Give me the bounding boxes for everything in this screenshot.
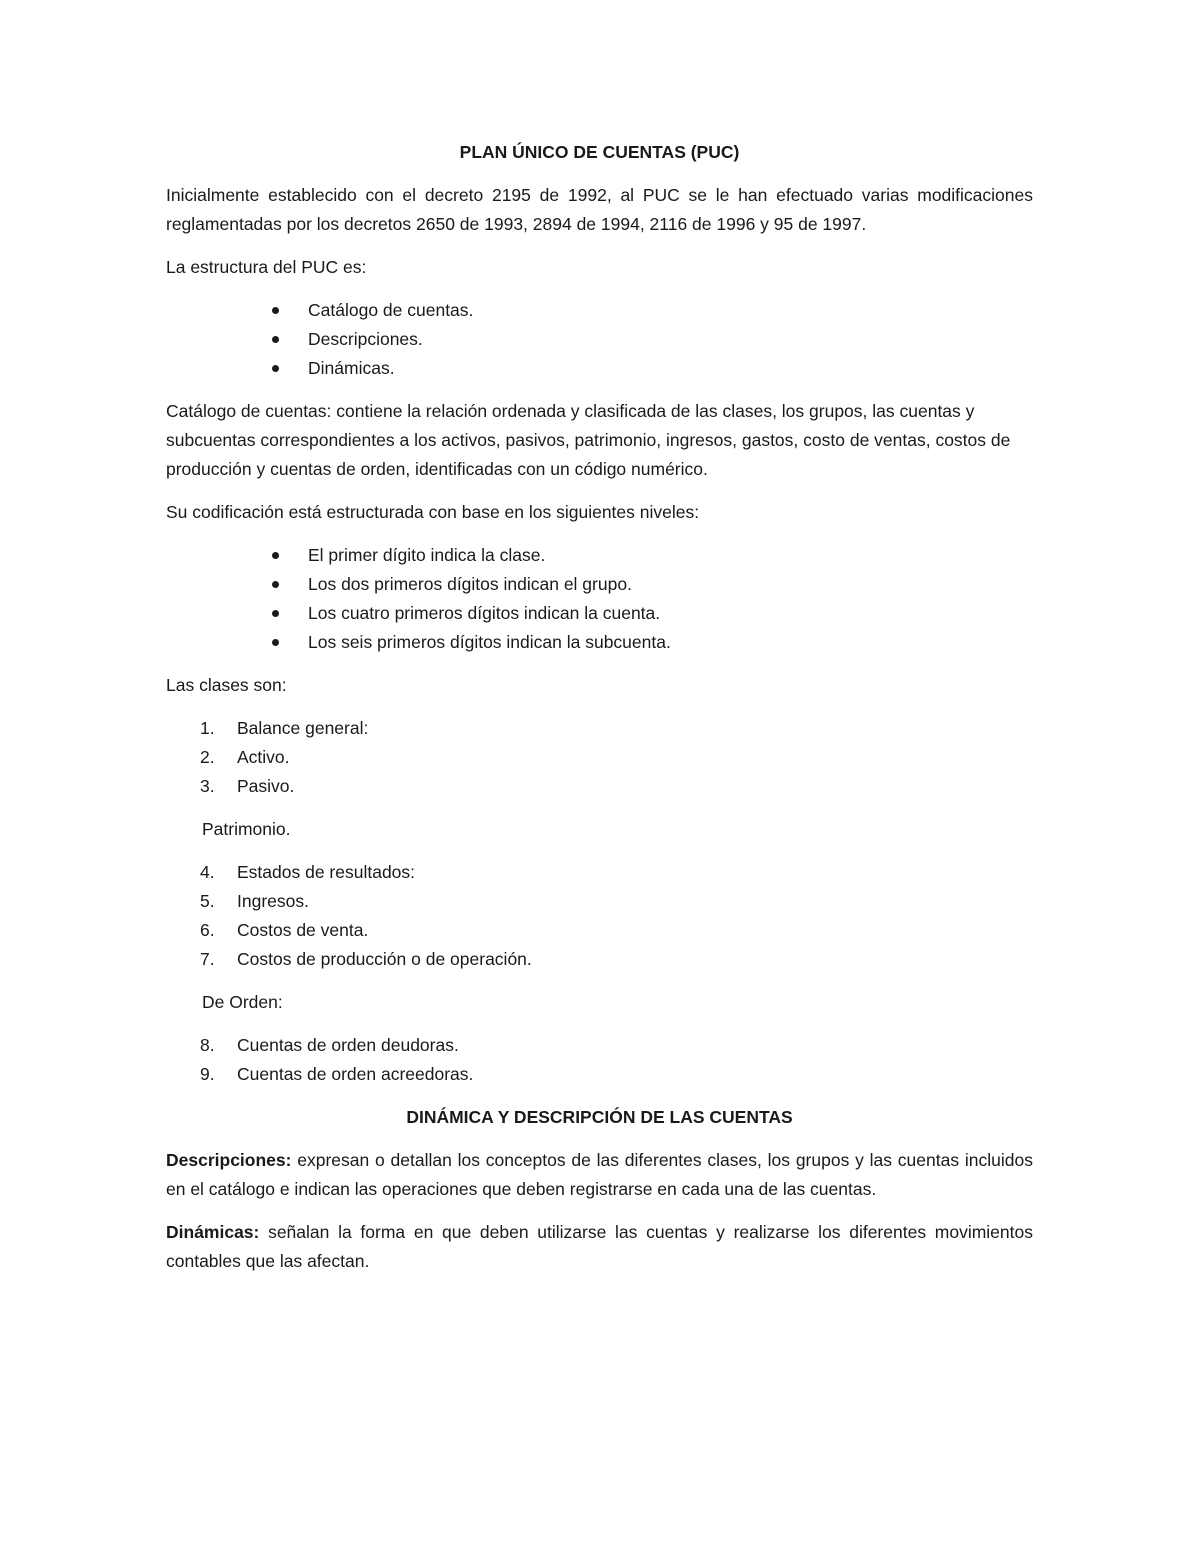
bullet-icon bbox=[272, 639, 279, 646]
list-item-text: Cuentas de orden deudoras. bbox=[237, 1035, 459, 1055]
catalog-paragraph: Catálogo de cuentas: contiene la relación ordenada y clasificada de las clases, los grupos, las cuentas y subcuentas correspondientes a los activos, pasivos, patrimonio, ingresos, gastos, costo de ventas, costos de producción y cuentas de orden, identificadas con un código numérico. bbox=[166, 401, 1011, 479]
list-item-text: Estados de resultados: bbox=[237, 862, 416, 882]
list-item bbox=[166, 296, 1033, 325]
classes-list-1 bbox=[166, 714, 1033, 801]
list-number: 1. bbox=[200, 718, 215, 738]
list-item bbox=[166, 599, 1033, 628]
list-item-text: Cuentas de orden acreedoras. bbox=[237, 1064, 474, 1084]
document-title: PLAN ÚNICO DE CUENTAS (PUC) bbox=[459, 142, 740, 162]
list-item-text: Balance general: bbox=[237, 718, 369, 738]
list-item-text: Los dos primeros dígitos indican el grupo. bbox=[308, 574, 632, 594]
classes-label: Las clases son: bbox=[166, 675, 287, 695]
list-number: 5. bbox=[200, 891, 215, 911]
list-item-text: Los cuatro primeros dígitos indican la cuenta. bbox=[308, 603, 661, 623]
term-definition: señalan la forma en que deben utilizarse las cuentas y realizarse los diferentes movimientos contables que las afectan. bbox=[166, 1222, 1033, 1271]
list-item bbox=[166, 743, 1033, 772]
structure-list bbox=[166, 296, 1033, 383]
coding-list bbox=[166, 541, 1033, 657]
list-item bbox=[166, 858, 1033, 887]
list-item-text: Costos de producción o de operación. bbox=[237, 949, 532, 969]
bullet-icon bbox=[272, 365, 279, 372]
list-item bbox=[166, 354, 1033, 383]
coding-label: Su codificación está estructurada con base en los siguientes niveles: bbox=[166, 502, 700, 522]
descripciones-paragraph bbox=[166, 1146, 1033, 1204]
list-number: 4. bbox=[200, 862, 215, 882]
list-item bbox=[166, 1031, 1033, 1060]
term-label: Descripciones: bbox=[166, 1150, 292, 1170]
bullet-icon bbox=[272, 610, 279, 617]
list-item-text: Descripciones. bbox=[308, 329, 423, 349]
patrimonio-label: Patrimonio. bbox=[202, 819, 291, 839]
list-item bbox=[166, 916, 1033, 945]
orden-label: De Orden: bbox=[202, 992, 283, 1012]
list-number: 7. bbox=[200, 949, 215, 969]
list-number: 9. bbox=[200, 1064, 215, 1084]
classes-list-2 bbox=[166, 858, 1033, 974]
term-label: Dinámicas: bbox=[166, 1222, 260, 1242]
term-definition: expresan o detallan los conceptos de las diferentes clases, los grupos y las cuentas incluidos en el catálogo e indican las operaciones que deben registrarse en cada una de las cuentas. bbox=[166, 1150, 1033, 1199]
bullet-icon bbox=[272, 336, 279, 343]
list-item bbox=[166, 714, 1033, 743]
list-item bbox=[166, 887, 1033, 916]
intro-paragraph: Inicialmente establecido con el decreto 2195 de 1992, al PUC se le han efectuado varias modificaciones reglamentadas por los decretos 2650 de 1993, 2894 de 1994, 2116 de 1996 y 95 de 1997. bbox=[166, 185, 1033, 234]
list-item-text: Pasivo. bbox=[237, 776, 295, 796]
list-item-text: Dinámicas. bbox=[308, 358, 395, 378]
classes-list-3 bbox=[166, 1031, 1033, 1089]
structure-label: La estructura del PUC es: bbox=[166, 257, 367, 277]
dinamicas-paragraph bbox=[166, 1218, 1033, 1276]
list-number: 8. bbox=[200, 1035, 215, 1055]
list-item-text: Catálogo de cuentas. bbox=[308, 300, 474, 320]
list-item bbox=[166, 570, 1033, 599]
list-item bbox=[166, 772, 1033, 801]
bullet-icon bbox=[272, 581, 279, 588]
list-item-text: Activo. bbox=[237, 747, 290, 767]
list-item-text: Ingresos. bbox=[237, 891, 309, 911]
list-item-text: El primer dígito indica la clase. bbox=[308, 545, 546, 565]
list-number: 6. bbox=[200, 920, 215, 940]
list-item-text: Los seis primeros dígitos indican la subcuenta. bbox=[308, 632, 671, 652]
list-item bbox=[166, 628, 1033, 657]
list-item bbox=[166, 541, 1033, 570]
document-page bbox=[166, 138, 1033, 1290]
list-item bbox=[166, 945, 1033, 974]
bullet-icon bbox=[272, 307, 279, 314]
list-number: 3. bbox=[200, 776, 215, 796]
section-title: DINÁMICA Y DESCRIPCIÓN DE LAS CUENTAS bbox=[406, 1107, 793, 1127]
list-item-text: Costos de venta. bbox=[237, 920, 369, 940]
list-item bbox=[166, 1060, 1033, 1089]
list-number: 2. bbox=[200, 747, 215, 767]
bullet-icon bbox=[272, 552, 279, 559]
list-item bbox=[166, 325, 1033, 354]
